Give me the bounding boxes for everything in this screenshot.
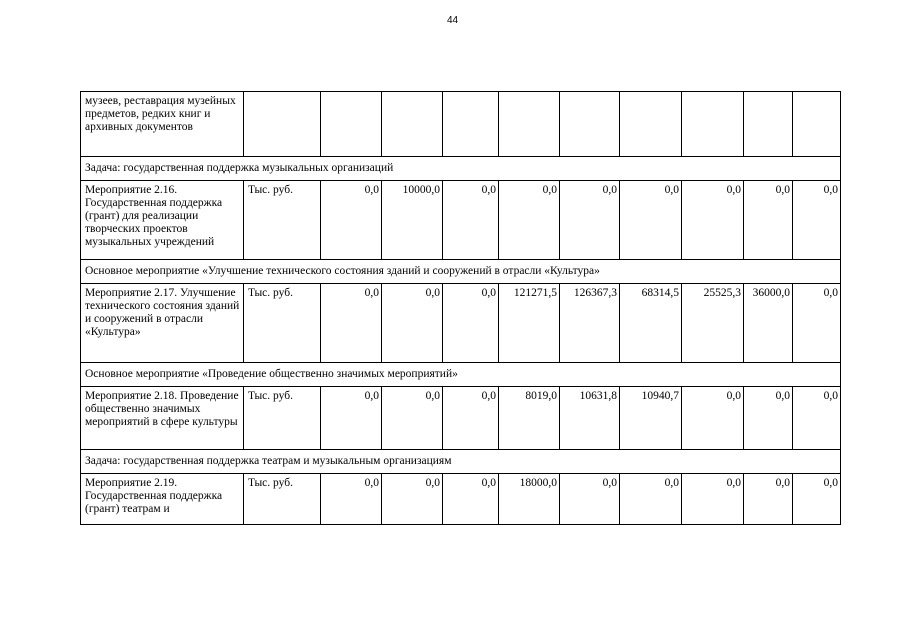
value-cell: 0,0 <box>793 284 841 363</box>
value-cell: 0,0 <box>499 181 560 260</box>
unit-cell: Тыс. руб. <box>244 474 321 525</box>
value-cell: 0,0 <box>793 181 841 260</box>
value-cell: 0,0 <box>682 387 744 450</box>
value-cell: 0,0 <box>321 387 382 450</box>
value-cell: 25525,3 <box>682 284 744 363</box>
value-cell: 0,0 <box>443 474 499 525</box>
value-cell <box>443 92 499 157</box>
value-cell <box>793 92 841 157</box>
value-cell: 0,0 <box>620 181 682 260</box>
value-cell: 68314,5 <box>620 284 682 363</box>
section-title: Основное мероприятие «Улучшение технического состояния зданий и сооружений в отрасли «Культура» <box>81 260 841 284</box>
unit-cell: Тыс. руб. <box>244 181 321 260</box>
section-row <box>81 260 841 284</box>
value-cell: 0,0 <box>382 284 443 363</box>
measure-row <box>81 181 841 260</box>
value-cell: 0,0 <box>560 181 620 260</box>
value-cell <box>620 92 682 157</box>
value-cell <box>382 92 443 157</box>
value-cell: 121271,5 <box>499 284 560 363</box>
section-row <box>81 363 841 387</box>
value-cell: 126367,3 <box>560 284 620 363</box>
measure-name-cell: музеев, реставрация музейных предметов, редких книг и архивных документов <box>81 92 244 157</box>
section-row <box>81 157 841 181</box>
value-cell: 0,0 <box>443 387 499 450</box>
value-cell: 0,0 <box>382 474 443 525</box>
unit-cell: Тыс. руб. <box>244 387 321 450</box>
unit-cell <box>244 92 321 157</box>
value-cell: 0,0 <box>744 181 793 260</box>
value-cell: 0,0 <box>321 474 382 525</box>
value-cell: 0,0 <box>793 387 841 450</box>
value-cell <box>682 92 744 157</box>
value-cell: 0,0 <box>382 387 443 450</box>
section-title: Основное мероприятие «Проведение общественно значимых мероприятий» <box>81 363 841 387</box>
measure-name-cell: Мероприятие 2.17. Улучшение технического состояния зданий и сооружений в отрасли «Культура» <box>81 284 244 363</box>
value-cell: 10940,7 <box>620 387 682 450</box>
value-cell: 0,0 <box>744 474 793 525</box>
value-cell: 10631,8 <box>560 387 620 450</box>
value-cell <box>744 92 793 157</box>
value-cell <box>321 92 382 157</box>
value-cell <box>560 92 620 157</box>
budget-table <box>80 91 841 525</box>
unit-cell: Тыс. руб. <box>244 284 321 363</box>
value-cell: 0,0 <box>620 474 682 525</box>
measure-row <box>81 387 841 450</box>
measure-name-cell: Мероприятие 2.19. Государственная поддержка (грант) театрам и <box>81 474 244 525</box>
measure-row <box>81 284 841 363</box>
table-body <box>81 92 841 525</box>
value-cell: 8019,0 <box>499 387 560 450</box>
value-cell: 0,0 <box>793 474 841 525</box>
value-cell: 0,0 <box>321 181 382 260</box>
value-cell: 36000,0 <box>744 284 793 363</box>
value-cell: 0,0 <box>321 284 382 363</box>
measure-name-cell: Мероприятие 2.18. Проведение общественно значимых мероприятий в сфере культуры <box>81 387 244 450</box>
section-title: Задача: государственная поддержка музыкальных организаций <box>81 157 841 181</box>
value-cell: 0,0 <box>443 181 499 260</box>
page-number: 44 <box>446 15 459 26</box>
value-cell: 0,0 <box>443 284 499 363</box>
value-cell: 0,0 <box>682 474 744 525</box>
measure-name-cell: Мероприятие 2.16. Государственная поддержка (грант) для реализации творческих проектов музыкальных учреждений <box>81 181 244 260</box>
value-cell: 0,0 <box>560 474 620 525</box>
value-cell: 10000,0 <box>382 181 443 260</box>
value-cell: 0,0 <box>744 387 793 450</box>
measure-row <box>81 92 841 157</box>
value-cell <box>499 92 560 157</box>
measure-row <box>81 474 841 525</box>
value-cell: 18000,0 <box>499 474 560 525</box>
section-row <box>81 450 841 474</box>
value-cell: 0,0 <box>682 181 744 260</box>
section-title: Задача: государственная поддержка театрам и музыкальным организациям <box>81 450 841 474</box>
